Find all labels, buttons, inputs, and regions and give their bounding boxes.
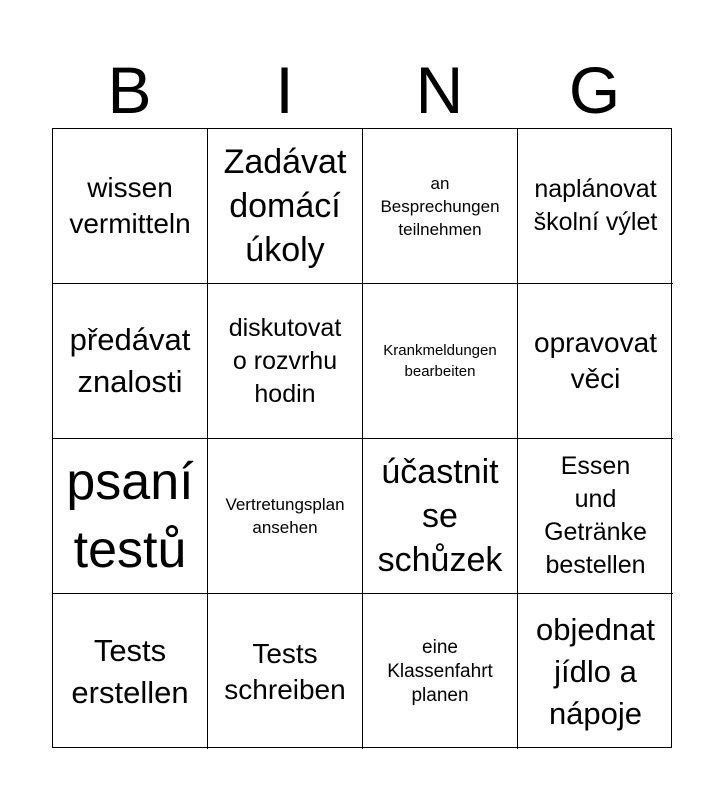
bingo-cell[interactable]	[53, 284, 208, 439]
bingo-cell[interactable]	[363, 594, 518, 749]
cell-text: předávat znalosti	[69, 322, 191, 399]
cell-text: wissen vermitteln	[69, 172, 191, 239]
cell-text: Essen und Getränke bestellen	[544, 452, 647, 579]
header-letter-g: G	[568, 53, 621, 127]
header-letter-i: I	[275, 53, 294, 127]
cell-text: an Besprechungen teilnehmen	[380, 173, 500, 239]
cell-text: objednat jídlo a nápoje	[536, 611, 655, 731]
cell-text: Krankmeldungen bearbeiten	[383, 342, 497, 380]
bingo-cell[interactable]	[208, 129, 363, 284]
header-letter-n: N	[415, 53, 464, 127]
bingo-cell[interactable]	[53, 594, 208, 749]
bingo-cell[interactable]	[518, 594, 673, 749]
cell-text: naplánovat školní výlet	[533, 175, 658, 236]
bingo-cell[interactable]	[363, 129, 518, 284]
cell-text: eine Klassenfahrt planen	[387, 636, 493, 706]
bingo-cell[interactable]	[53, 439, 208, 594]
bingo-board	[52, 128, 672, 748]
cell-text: psaní testů	[66, 453, 194, 579]
bingo-cell[interactable]	[518, 129, 673, 284]
bingo-cell[interactable]	[208, 439, 363, 594]
cell-text: účastnit se schůzek	[377, 453, 503, 579]
bingo-cell[interactable]	[53, 129, 208, 284]
cell-text: Vertretungsplan ansehen	[225, 495, 345, 537]
bingo-cell[interactable]	[518, 284, 673, 439]
bingo-header	[52, 52, 672, 128]
bingo-cell[interactable]	[363, 284, 518, 439]
bingo-cell[interactable]	[363, 439, 518, 594]
cell-text: opravovat věci	[534, 327, 657, 394]
cell-text: Zadávat domácí úkoly	[223, 143, 347, 269]
header-letter-b: B	[107, 53, 152, 127]
cell-text: Tests schreiben	[224, 637, 346, 705]
bingo-cell[interactable]	[208, 594, 363, 749]
cell-text: Tests erstellen	[71, 632, 189, 710]
bingo-cell[interactable]	[518, 439, 673, 594]
bingo-cell[interactable]	[208, 284, 363, 439]
cell-text: diskutovat o rozvrhu hodin	[228, 313, 342, 408]
